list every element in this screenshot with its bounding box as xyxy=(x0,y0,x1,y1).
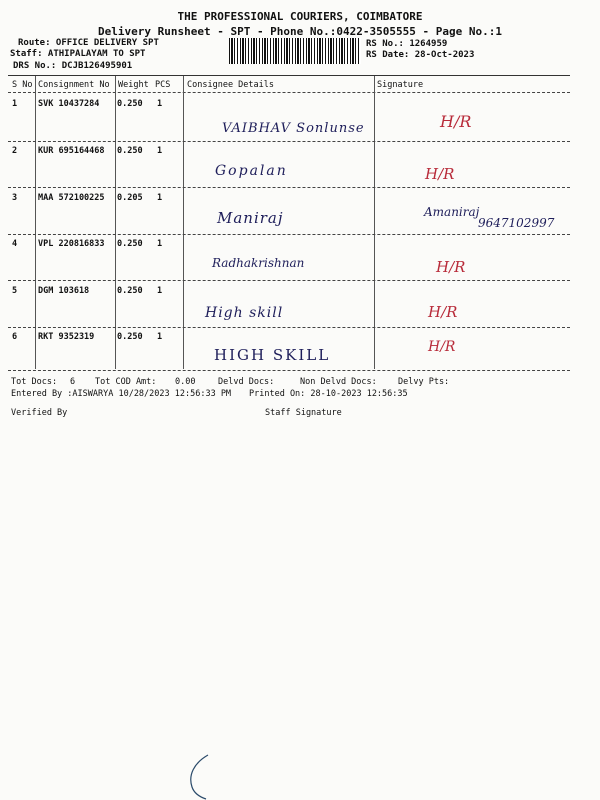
table-bottom-rule xyxy=(8,370,570,371)
tot-docs-label: Tot Docs: xyxy=(11,377,58,387)
entered-by: Entered By :AISWARYA 10/28/2023 12:56:33 PM xyxy=(11,389,232,399)
header-pcs: PCS xyxy=(155,80,171,90)
consignee-handwriting: HIGH SKILL xyxy=(214,346,331,364)
table-header-rule xyxy=(8,92,570,93)
consignee-handwriting: VAIBHAV Sonlunse xyxy=(222,121,365,136)
tot-cod-value: 0.00 xyxy=(175,377,196,387)
table-top-rule xyxy=(8,75,570,76)
table-row-weight: 0.250 xyxy=(117,239,143,249)
staff-signature-label: Staff Signature xyxy=(265,408,342,418)
table-row-sno: 6 xyxy=(12,332,18,342)
tot-cod-label: Tot COD Amt: xyxy=(95,377,157,387)
table-row-weight: 0.250 xyxy=(117,286,143,296)
table-row-weight: 0.250 xyxy=(117,332,143,342)
table-row-sno: 2 xyxy=(12,146,18,156)
table-row-sno: 5 xyxy=(12,286,18,296)
table-row-pcs: 1 xyxy=(157,332,163,342)
table-row-weight: 0.205 xyxy=(117,193,143,203)
table-row-weight: 0.250 xyxy=(117,146,143,156)
consignee-handwriting: Radhakrishnan xyxy=(212,256,305,270)
non-delvd-docs-label: Non Delvd Docs: xyxy=(300,377,377,387)
signature-handwriting: H/R xyxy=(425,165,455,183)
row-divider xyxy=(8,327,570,328)
row-divider xyxy=(8,280,570,281)
rs-date: RS Date: 28-Oct-2023 xyxy=(366,50,475,60)
consignee-handwriting: High skill xyxy=(205,305,284,321)
table-row-consignment: RKT 9352319 xyxy=(38,332,95,342)
delvd-docs-label: Delvd Docs: xyxy=(218,377,275,387)
table-row-pcs: 1 xyxy=(157,286,163,296)
runsheet-subtitle: Delivery Runsheet - SPT - Phone No.:0422-3505555 - Page No.:1 xyxy=(98,25,502,38)
table-row-consignment: SVK 10437284 xyxy=(38,99,100,109)
staff-label: Staff: ATHIPALAYAM TO SPT xyxy=(10,49,146,59)
pen-stroke-mark xyxy=(180,745,260,800)
col-sep-3 xyxy=(183,76,184,369)
table-row-pcs: 1 xyxy=(157,99,163,109)
header-consignee: Consignee Details xyxy=(187,80,274,90)
col-sep-4 xyxy=(374,76,375,369)
header-weight: Weight xyxy=(118,80,149,90)
consignee-handwriting: Gopalan xyxy=(215,163,288,179)
header-sno: S No xyxy=(12,80,33,90)
tot-docs-value: 6 xyxy=(70,377,76,387)
table-row-consignment: VPL 220816833 xyxy=(38,239,105,249)
company-title: THE PROFESSIONAL COURIERS, COIMBATORE xyxy=(177,10,423,23)
table-row-sno: 3 xyxy=(12,193,18,203)
col-sep-2 xyxy=(115,76,116,369)
rs-number: RS No.: 1264959 xyxy=(366,39,448,49)
table-row-consignment: KUR 695164468 xyxy=(38,146,105,156)
verified-by-label: Verified By xyxy=(11,408,68,418)
table-row-consignment: MAA 572100225 xyxy=(38,193,105,203)
printed-on: Printed On: 28-10-2023 12:56:35 xyxy=(249,389,408,399)
table-row-weight: 0.250 xyxy=(117,99,143,109)
consignee-handwriting: Maniraj xyxy=(217,209,284,227)
signature-handwriting: H/R xyxy=(428,303,458,321)
phone-handwriting: 9647102997 xyxy=(478,216,555,230)
header-signature: Signature xyxy=(377,80,424,90)
signature-handwriting: H/R xyxy=(440,112,472,131)
signature-handwriting: H/R xyxy=(428,339,456,355)
row-divider xyxy=(8,141,570,142)
table-row-pcs: 1 xyxy=(157,146,163,156)
table-row-pcs: 1 xyxy=(157,193,163,203)
header-consignment: Consignment No xyxy=(38,80,110,90)
signature-handwriting: Amaniraj xyxy=(424,205,480,219)
barcode xyxy=(229,38,361,64)
table-row-pcs: 1 xyxy=(157,239,163,249)
signature-handwriting: H/R xyxy=(436,258,466,276)
table-row-sno: 1 xyxy=(12,99,18,109)
delvy-pts-label: Delvy Pts: xyxy=(398,377,450,387)
row-divider xyxy=(8,234,570,235)
route-label: Route: OFFICE DELIVERY SPT xyxy=(18,38,159,48)
table-row-consignment: DGM 103618 xyxy=(38,286,90,296)
row-divider xyxy=(8,187,570,188)
drs-number: DRS No.: DCJB126495901 xyxy=(13,61,133,71)
table-row-sno: 4 xyxy=(12,239,18,249)
col-sep-1 xyxy=(35,76,36,369)
